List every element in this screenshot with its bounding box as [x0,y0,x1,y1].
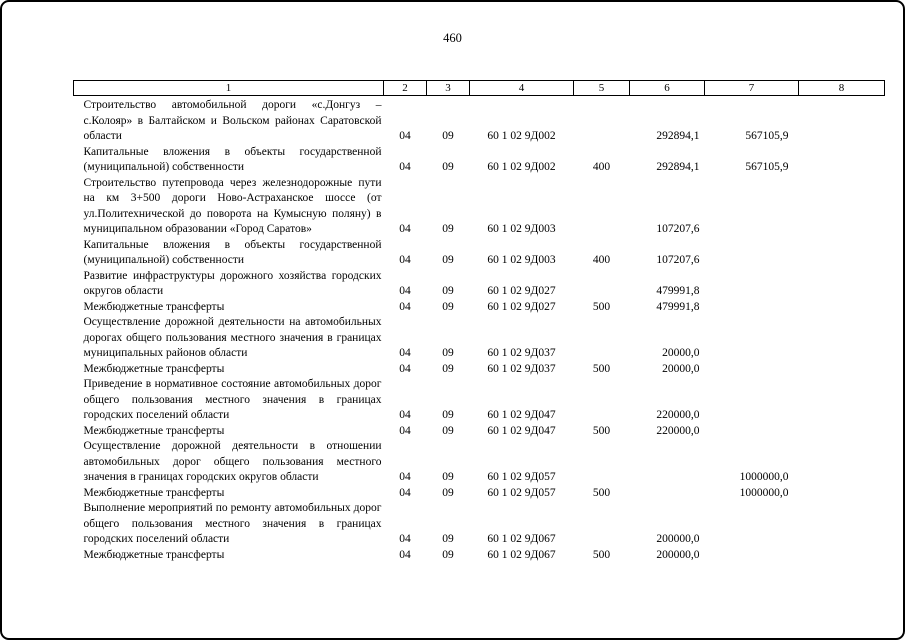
table-row [74,439,885,486]
row-description: Осуществление дорожной деятельности в отношении автомобильных дорог общего пользования местного значения в границах городских округов области [83,440,382,483]
column-header-3: 3 [427,81,470,96]
row-amount-col6: 479991,8 [656,300,700,313]
row-amount-col8 [799,486,885,502]
row-amount-col7: 567105,9 [745,161,789,173]
row-section-code: 04 [399,486,411,499]
table-row [74,548,885,564]
row-section-code: 04 [399,285,411,297]
row-amount-col8 [799,300,885,316]
table-row [74,486,885,502]
row-section-code: 04 [399,347,411,359]
row-section-code: 04 [399,471,411,483]
row-description: Межбюджетные трансферты [83,362,225,375]
row-section-code: 04 [399,130,411,142]
row-target-article-code: 60 1 02 9Д002 [487,161,556,173]
row-amount-col8 [799,269,885,300]
row-target-article-code: 60 1 02 9Д057 [487,486,556,499]
row-description: Межбюджетные трансферты [83,300,225,313]
row-amount-col6: 20000,0 [662,347,700,359]
row-amount-col7 [705,377,799,424]
table-row [74,238,885,269]
row-amount-col7: 567105,9 [745,130,789,142]
row-section-code: 04 [399,424,411,437]
row-subsection-code: 09 [442,409,454,421]
table-row [74,300,885,316]
row-amount-col8 [799,501,885,548]
page-number: 460 [443,31,462,45]
row-amount-col7 [705,548,799,564]
table-row [74,269,885,300]
row-expense-type-code [574,96,630,145]
column-header-6: 6 [630,81,705,96]
row-amount-col8 [799,145,885,176]
row-target-article-code: 60 1 02 9Д067 [487,548,556,561]
row-section-code: 04 [399,223,411,235]
table-row [74,377,885,424]
row-amount-col6: 220000,0 [656,409,700,421]
table-row [74,501,885,548]
table-row [74,362,885,378]
row-subsection-code: 09 [442,533,454,545]
row-amount-col6: 107207,6 [656,223,700,235]
row-section-code: 04 [399,533,411,545]
row-target-article-code: 60 1 02 9Д037 [487,347,556,359]
row-amount-col6: 292894,1 [656,161,700,173]
row-amount-col6: 220000,0 [656,424,700,437]
row-expense-type-code [574,501,630,548]
row-amount-col7 [705,269,799,300]
row-target-article-code: 60 1 02 9Д003 [487,223,556,235]
row-amount-col6 [630,439,705,486]
row-amount-col8 [799,439,885,486]
row-subsection-code: 09 [442,285,454,297]
row-amount-col8 [799,377,885,424]
row-amount-col7 [705,501,799,548]
row-description: Выполнение мероприятий по ремонту автомобильных дорог общего пользования местного значения в границах городских поселений области [83,502,382,545]
row-amount-col6: 200000,0 [656,548,700,561]
row-amount-col6: 200000,0 [656,533,700,545]
row-amount-col6 [630,486,705,502]
row-amount-col6: 20000,0 [662,362,700,375]
row-expense-type-code [574,315,630,362]
row-description: Капитальные вложения в объекты государственной (муниципальной) собственности [83,238,382,266]
table-row [74,315,885,362]
row-description: Капитальные вложения в объекты государственной (муниципальной) собственности [83,145,382,173]
row-amount-col8 [799,176,885,238]
row-subsection-code: 09 [442,362,454,375]
column-header-5: 5 [574,81,630,96]
row-amount-col7: 1000000,0 [739,486,789,499]
column-header-7: 7 [705,81,799,96]
row-amount-col8 [799,548,885,564]
column-header-1: 1 [74,81,384,96]
row-target-article-code: 60 1 02 9Д027 [487,285,556,297]
table-row [74,96,885,145]
row-section-code: 04 [399,548,411,561]
row-target-article-code: 60 1 02 9Д003 [487,254,556,266]
row-section-code: 04 [399,161,411,173]
row-target-article-code: 60 1 02 9Д067 [487,533,556,545]
row-description: Развитие инфраструктуры дорожного хозяйства городских округов области [83,269,382,297]
row-expense-type-code: 500 [592,362,611,375]
row-amount-col8 [799,362,885,378]
row-amount-col6: 292894,1 [656,130,700,142]
row-section-code: 04 [399,300,411,313]
row-amount-col7 [705,424,799,440]
row-subsection-code: 09 [442,223,454,235]
table-body [74,96,885,564]
row-description: Приведение в нормативное состояние автомобильных дорог общего пользования местного значения в границах городских поселений области [83,378,382,421]
row-expense-type-code: 400 [592,254,611,266]
row-section-code: 04 [399,254,411,266]
row-amount-col8 [799,315,885,362]
column-header-8: 8 [799,81,885,96]
row-description: Строительство путепровода через железнодорожные пути на км 3+500 дороги Ново-Астраханское шоссе (от ул.Политехнической до поворота на Кумысную поляну) в муниципальном образовании «Город Саратов» [83,176,382,235]
row-amount-col8 [799,238,885,269]
row-subsection-code: 09 [442,486,454,499]
row-amount-col7 [705,238,799,269]
row-expense-type-code [574,377,630,424]
row-subsection-code: 09 [442,347,454,359]
row-expense-type-code: 500 [592,424,611,437]
table-header [74,81,885,96]
table-header-row [74,81,885,96]
row-expense-type-code [574,439,630,486]
row-expense-type-code [574,269,630,300]
row-amount-col7 [705,176,799,238]
row-amount-col7 [705,315,799,362]
row-description: Межбюджетные трансферты [83,548,225,561]
column-header-2: 2 [384,81,427,96]
row-amount-col6: 107207,6 [656,254,700,266]
table-row [74,424,885,440]
row-expense-type-code [574,176,630,238]
row-amount-col7 [705,300,799,316]
budget-table [73,80,885,563]
row-description: Межбюджетные трансферты [83,424,225,437]
row-target-article-code: 60 1 02 9Д037 [487,362,556,375]
row-amount-col8 [799,424,885,440]
row-section-code: 04 [399,409,411,421]
table-row [74,145,885,176]
row-amount-col8 [799,96,885,145]
row-target-article-code: 60 1 02 9Д057 [487,471,556,483]
row-target-article-code: 60 1 02 9Д047 [487,424,556,437]
row-subsection-code: 09 [442,424,454,437]
row-description: Осуществление дорожной деятельности на автомобильных дорогах общего пользования местного значения в границах муниципальных районов области [83,316,382,359]
row-expense-type-code: 500 [592,548,611,561]
table-row [74,176,885,238]
row-subsection-code: 09 [442,254,454,266]
row-subsection-code: 09 [442,130,454,142]
row-target-article-code: 60 1 02 9Д027 [487,300,556,313]
row-subsection-code: 09 [442,161,454,173]
row-description: Строительство автомобильной дороги «с.Донгуз – с.Колояр» в Балтайском и Вольском районах Саратовской области [83,99,382,142]
row-amount-col7: 1000000,0 [739,471,789,483]
row-target-article-code: 60 1 02 9Д047 [487,409,556,421]
row-section-code: 04 [399,362,411,375]
row-expense-type-code: 400 [592,161,611,173]
row-description: Межбюджетные трансферты [83,486,225,499]
row-target-article-code: 60 1 02 9Д002 [487,130,556,142]
row-subsection-code: 09 [442,471,454,483]
row-subsection-code: 09 [442,300,454,313]
row-expense-type-code: 500 [592,300,611,313]
row-amount-col7 [705,362,799,378]
row-amount-col6: 479991,8 [656,285,700,297]
column-header-4: 4 [470,81,574,96]
row-subsection-code: 09 [442,548,454,561]
row-expense-type-code: 500 [592,486,611,499]
